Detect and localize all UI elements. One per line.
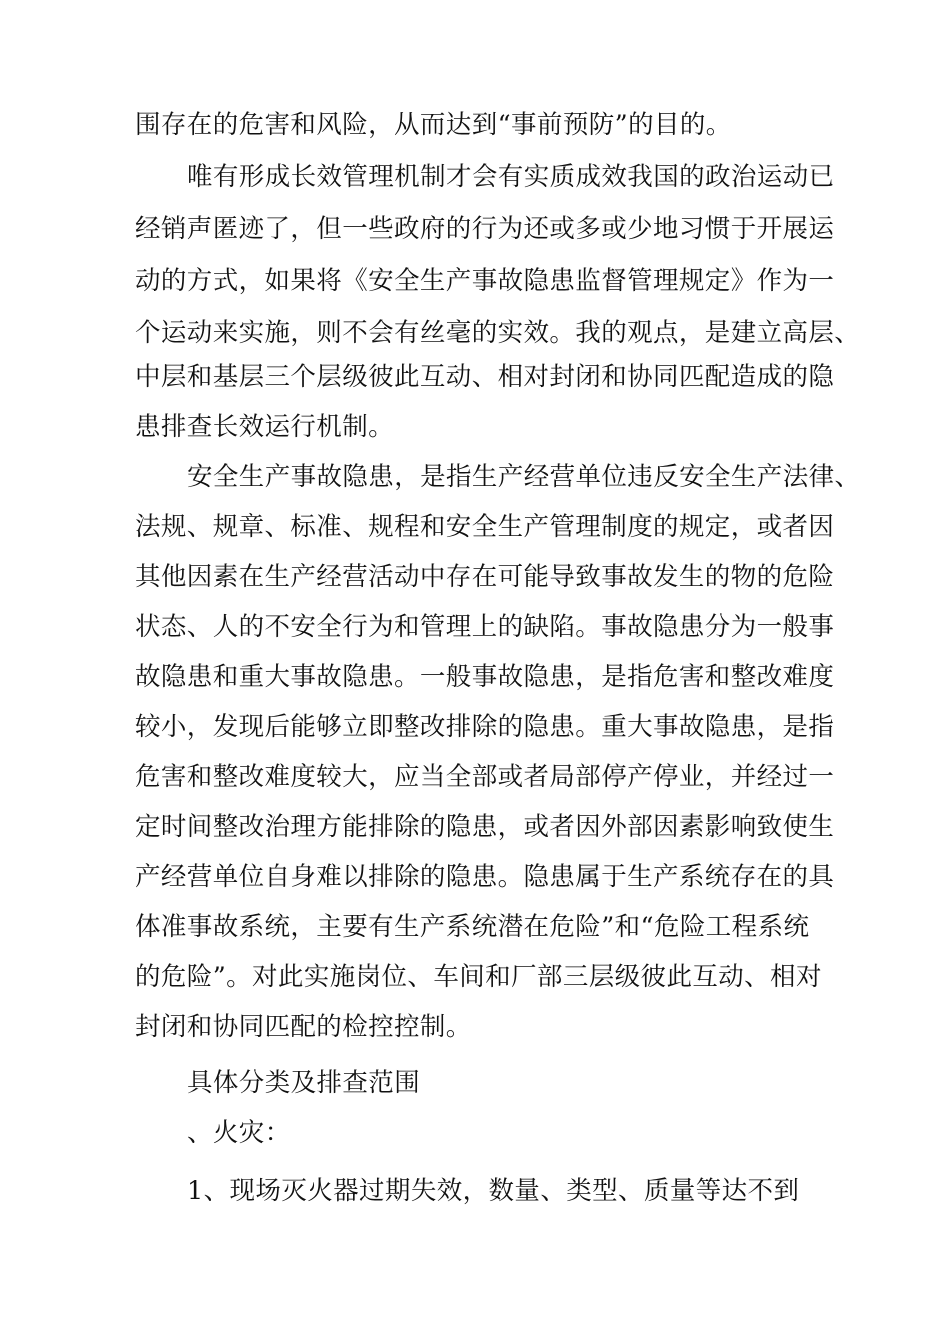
text-line: 其他因素在生产经营活动中存在可能导致事故发生的物的危险 <box>135 562 835 592</box>
list-item: 1、现场灭火器过期失效，数量、类型、质量等达不到 <box>187 1176 800 1206</box>
text-line: 定时间整改治理方能排除的隐患，或者因外部因素影响致使生 <box>135 812 835 842</box>
section-heading: 具体分类及排查范围 <box>187 1068 421 1098</box>
text-line: 动的方式，如果将《安全生产事故隐患监督管理规定》作为一 <box>135 266 835 296</box>
text-line: 经销声匿迹了，但一些政府的行为还或多或少地习惯于开展运 <box>135 214 835 244</box>
text-line: 个运动来实施，则不会有丝毫的实效。我的观点，是建立高层、 <box>135 318 861 348</box>
text-line: 的危险”。对此实施岗位、车间和厂部三层级彼此互动、相对 <box>135 962 822 992</box>
paragraph-first-line: 安全生产事故隐患，是指生产经营单位违反安全生产法律、 <box>187 462 861 492</box>
paragraph-first-line: 唯有形成长效管理机制才会有实质成效我国的政治运动已 <box>187 162 835 192</box>
text-line: 故隐患和重大事故隐患。一般事故隐患，是指危害和整改难度 <box>135 662 835 692</box>
text-line: 体准事故系统，主要有生产系统潜在危险”和“危险工程系统 <box>135 912 810 942</box>
text-line: 危害和整改难度较大，应当全部或者局部停产停业，并经过一 <box>135 762 835 792</box>
text-line: 产经营单位自身难以排除的隐患。隐患属于生产系统存在的具 <box>135 862 835 892</box>
text-line: 中层和基层三个层级彼此互动、相对封闭和协同匹配造成的隐 <box>135 362 835 392</box>
text-line: 法规、规章、标准、规程和安全生产管理制度的规定，或者因 <box>135 512 835 542</box>
text-line: 状态、人的不安全行为和管理上的缺陷。事故隐患分为一般事 <box>135 612 835 642</box>
text-line: 患排查长效运行机制。 <box>135 412 395 442</box>
subsection-heading: 、火灾： <box>187 1118 291 1148</box>
text-line: 较小，发现后能够立即整改排除的隐患。重大事故隐患，是指 <box>135 712 835 742</box>
text-line: 围存在的危害和风险，从而达到“事前预防”的目的。 <box>135 110 732 140</box>
text-line: 封闭和协同匹配的检控控制。 <box>135 1012 472 1042</box>
